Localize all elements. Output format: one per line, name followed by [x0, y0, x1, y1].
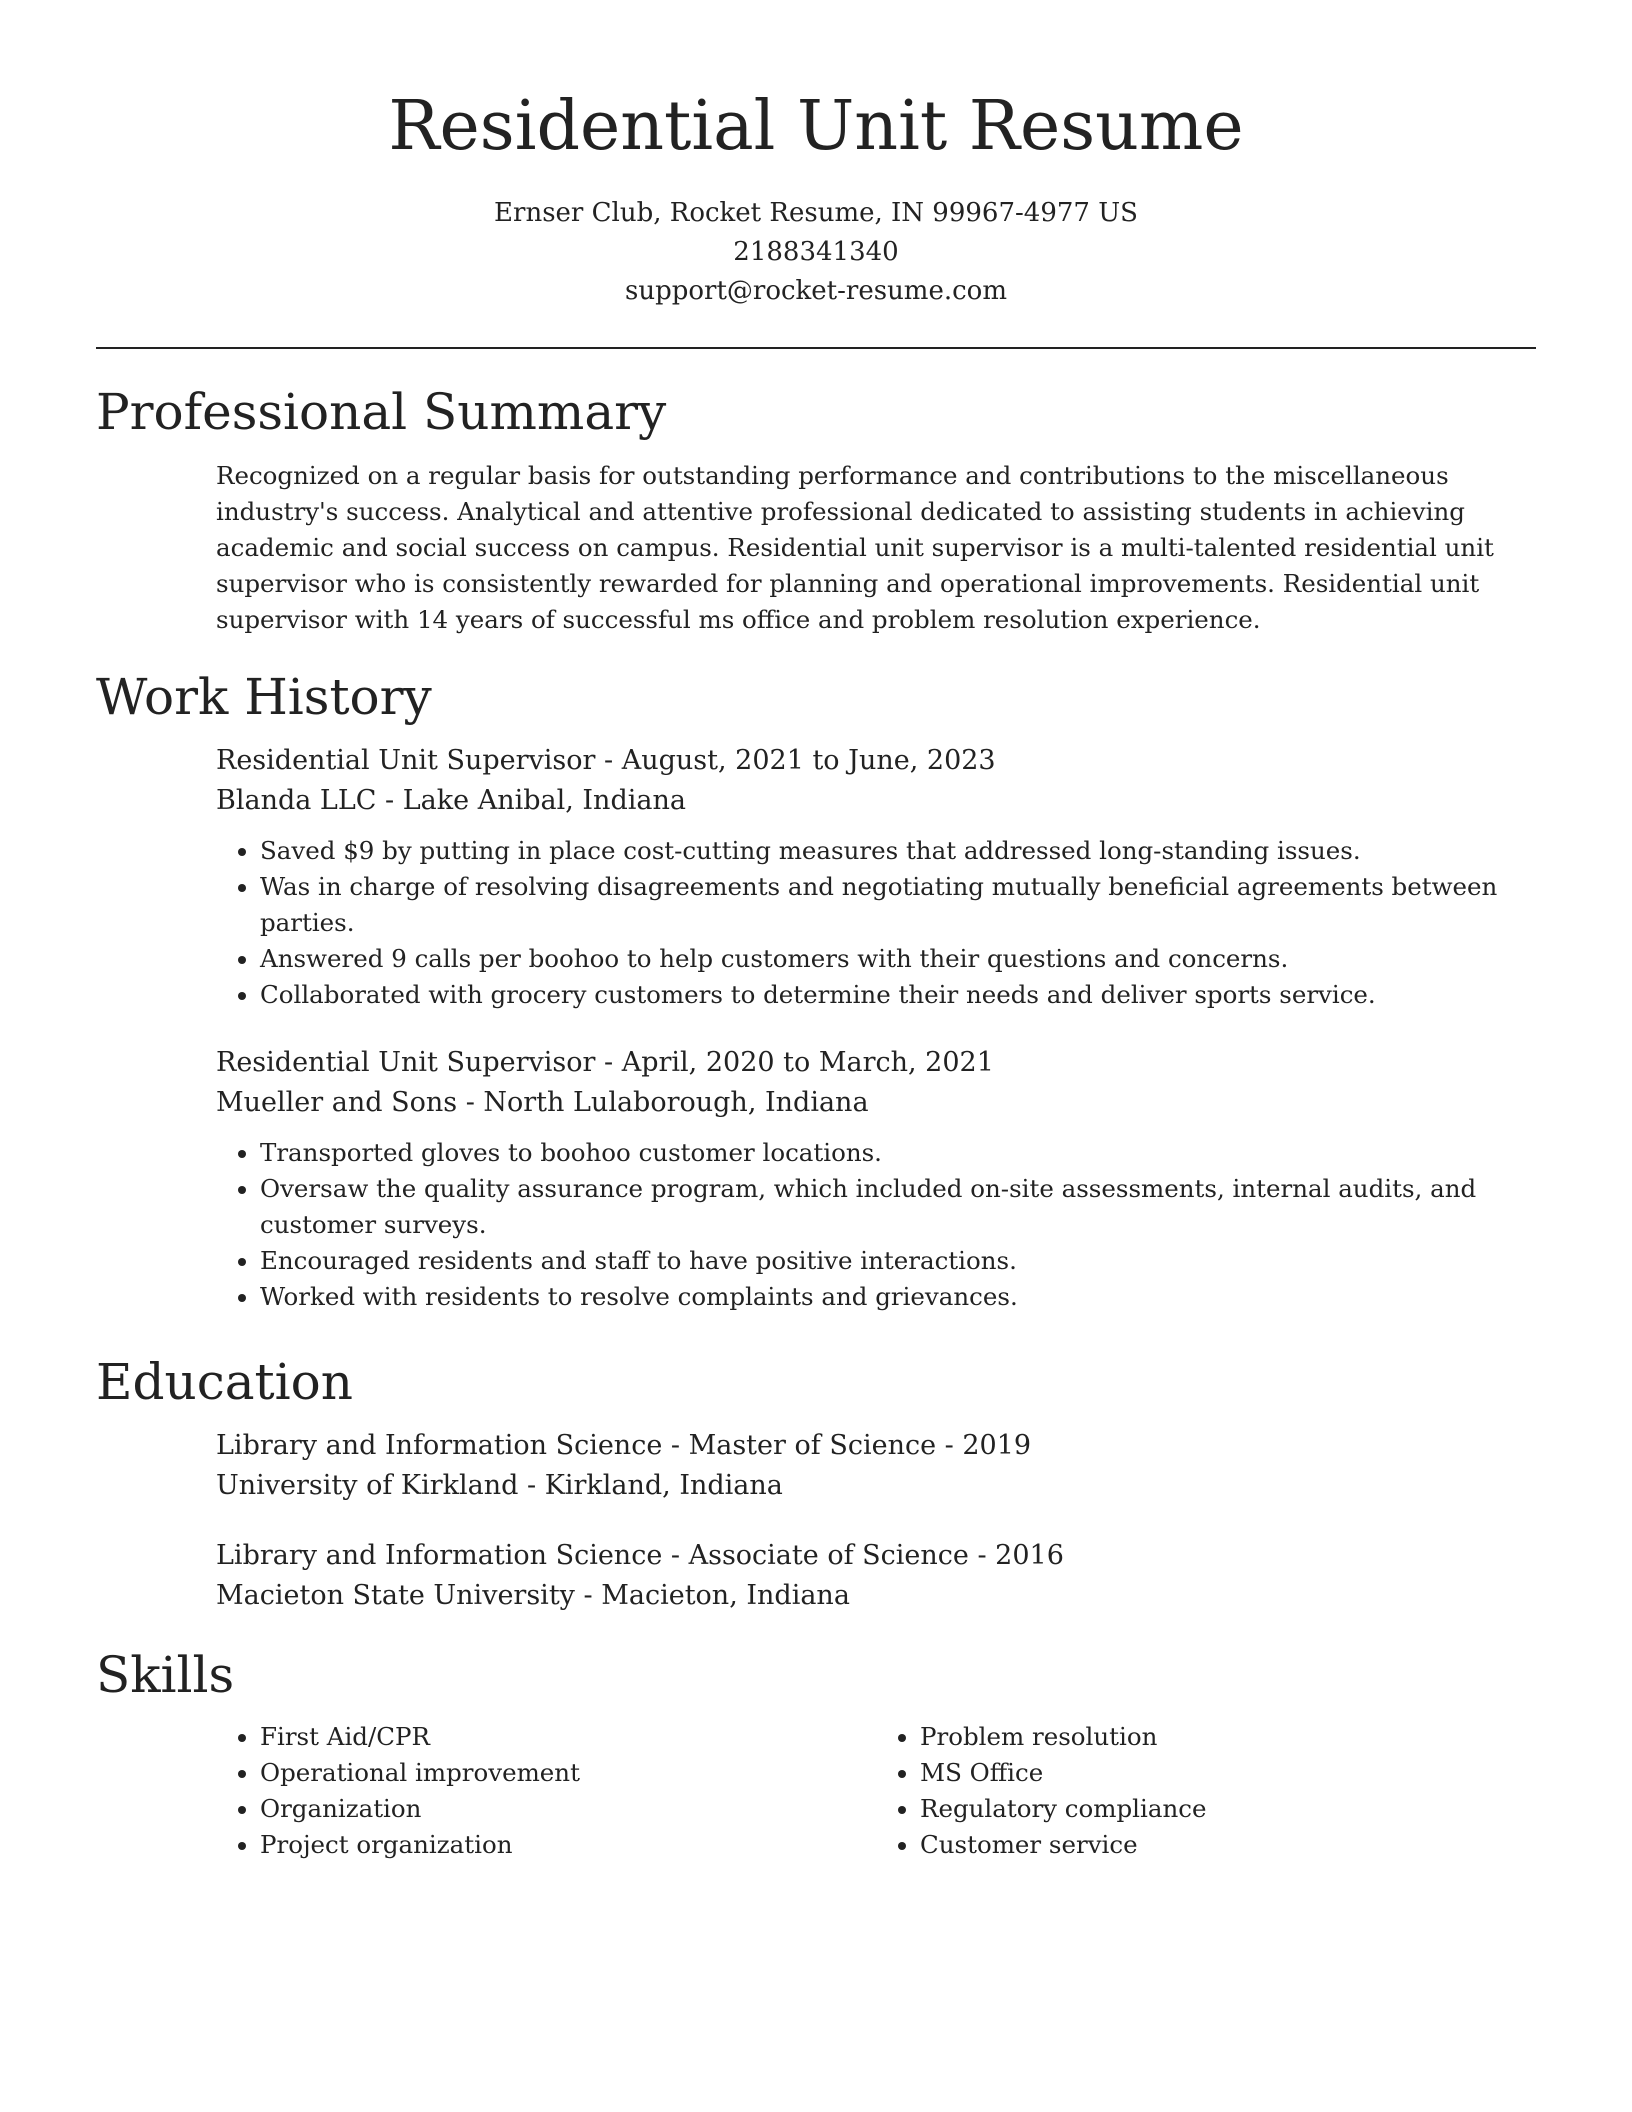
list-item: • Problem resolution — [920, 1719, 1536, 1755]
education-degree-line — [216, 1426, 1536, 1466]
work-history-body — [216, 741, 1536, 1315]
list-item: • Worked with residents to resolve complaints and grievances. — [260, 1279, 1536, 1315]
job-location: - Lake Anibal, Indiana — [376, 785, 686, 816]
contact-phone: 2188341340 — [733, 237, 899, 267]
list-item: • Was in charge of resolving disagreements and negotiating mutually beneficial agreements between parties. — [260, 869, 1536, 941]
list-item: • Oversaw the quality assurance program, which included on-site assessments, internal audits, and customer surveys. — [260, 1171, 1536, 1243]
skills-list-right — [876, 1719, 1536, 1863]
education-body — [216, 1426, 1536, 1616]
education-school-line — [216, 1466, 1536, 1506]
education-degree-line — [216, 1536, 1536, 1576]
summary-heading: Professional Summary — [96, 383, 667, 441]
resume-title: Residential Unit Resume — [388, 87, 1244, 166]
list-item: • Operational improvement — [260, 1755, 876, 1791]
education-section — [96, 1350, 1536, 1616]
job-company: Mueller and Sons — [216, 1087, 458, 1118]
job-company-line — [216, 1083, 1536, 1123]
job-location: - North Lulaborough, Indiana — [457, 1087, 869, 1118]
job-entry — [216, 1043, 1536, 1315]
work-history-section — [96, 665, 1536, 1315]
contact-email: support@rocket-resume.com — [624, 276, 1007, 306]
list-item: • Regulatory compliance — [920, 1791, 1536, 1827]
job-title-line — [216, 741, 1536, 781]
education-school-line — [216, 1576, 1536, 1616]
education-field: Library and Information Science — [216, 1430, 663, 1461]
job-bullets — [216, 1135, 1536, 1315]
education-location: - Macieton, Indiana — [574, 1580, 850, 1611]
job-entry — [216, 741, 1536, 1013]
job-company-line — [216, 781, 1536, 821]
education-degree: - Associate of Science — [662, 1540, 969, 1571]
education-entry — [216, 1536, 1536, 1616]
education-heading: Education — [96, 1353, 353, 1411]
list-item: • MS Office — [920, 1755, 1536, 1791]
education-school: Macieton State University — [216, 1580, 575, 1611]
summary-section — [96, 380, 1536, 638]
skills-body — [216, 1719, 1536, 1863]
list-item: • Organization — [260, 1791, 876, 1827]
job-dates: - August, 2021 to June, 2023 — [595, 745, 996, 776]
list-item: • Customer service — [920, 1827, 1536, 1863]
contact-address: Ernser Club, Rocket Resume, IN 99967-4977 US — [494, 198, 1138, 228]
job-dates: - April, 2020 to March, 2021 — [595, 1047, 994, 1078]
summary-text: Recognized on a regular basis for outstanding performance and contributions to the miscellaneous industry's success. Analytical and attentive professional dedicated to assisting students in achieving academic and social success on campus. Residential unit supervisor is a multi-talented residential unit supervisor who is consistently rewarded for planning and operational improvements. Residential unit supervisor with 14 years of successful ms office and problem resolution experience. — [216, 461, 1494, 634]
education-year: - 2019 — [936, 1430, 1032, 1461]
list-item: • Answered 9 calls per boohoo to help customers with their questions and concerns. — [260, 941, 1536, 977]
list-item: • Transported gloves to boohoo customer locations. — [260, 1135, 1536, 1171]
list-item: • First Aid/CPR — [260, 1719, 876, 1755]
skills-grid — [216, 1719, 1536, 1863]
summary-body — [216, 458, 1536, 638]
skills-heading: Skills — [96, 1646, 235, 1704]
education-location: - Kirkland, Indiana — [518, 1470, 783, 1501]
job-title-line — [216, 1043, 1536, 1083]
job-title: Residential Unit Supervisor — [216, 1047, 596, 1078]
resume-header — [96, 0, 1536, 349]
education-year: - 2016 — [968, 1540, 1064, 1571]
education-school: University of Kirkland — [216, 1470, 519, 1501]
skills-section — [96, 1643, 1536, 1863]
list-item: • Project organization — [260, 1827, 876, 1863]
education-degree: - Master of Science — [662, 1430, 937, 1461]
list-item: • Saved $9 by putting in place cost-cutting measures that addressed long-standing issues. — [260, 833, 1536, 869]
contact-info — [96, 194, 1536, 311]
education-entry — [216, 1426, 1536, 1506]
job-company: Blanda LLC — [216, 785, 377, 816]
job-title: Residential Unit Supervisor — [216, 745, 596, 776]
resume-page — [96, 0, 1536, 1859]
education-field: Library and Information Science — [216, 1540, 663, 1571]
skills-list-left — [216, 1719, 876, 1863]
job-bullets — [216, 833, 1536, 1013]
work-history-heading: Work History — [96, 668, 432, 726]
list-item: • Collaborated with grocery customers to determine their needs and deliver sports service. — [260, 977, 1536, 1013]
list-item: • Encouraged residents and staff to have positive interactions. — [260, 1243, 1536, 1279]
header-divider — [96, 347, 1536, 349]
